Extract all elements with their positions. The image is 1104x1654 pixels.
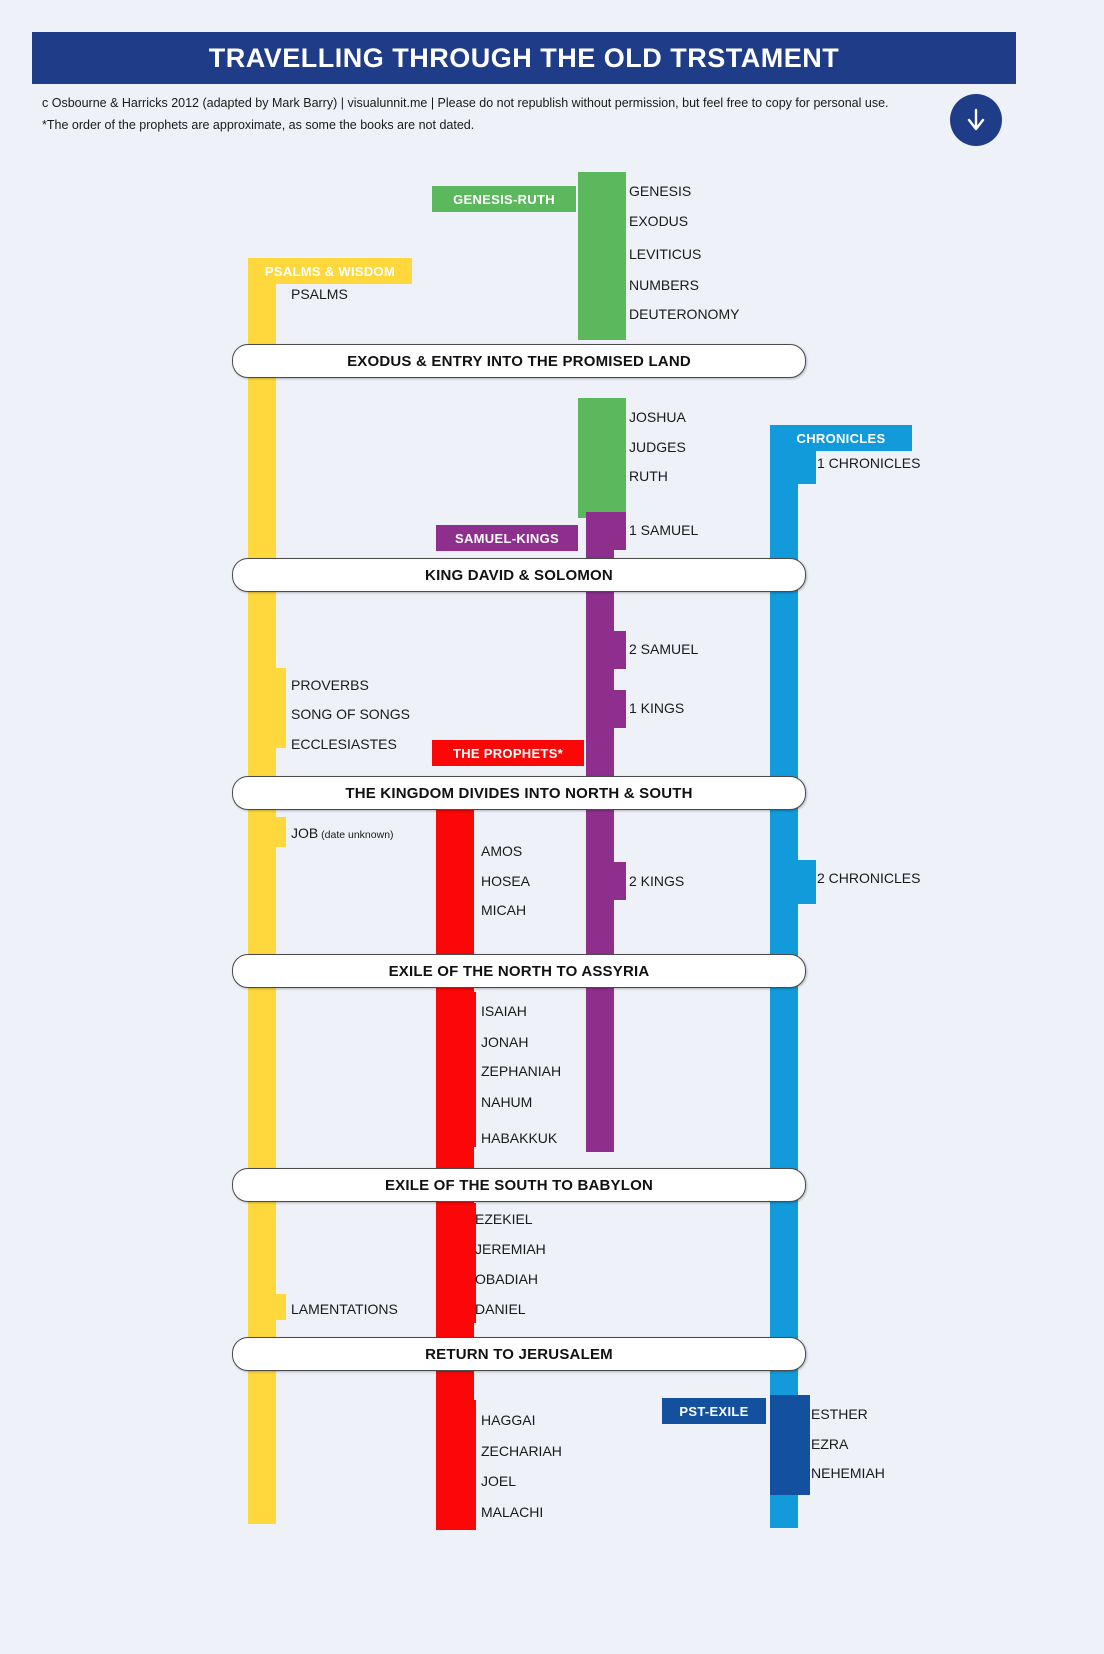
book-name: MALACHI	[481, 1504, 544, 1520]
book-name: ZEPHANIAH	[481, 1063, 562, 1079]
book-name: LEVITICUS	[629, 246, 702, 262]
category-pill[interactable]	[770, 425, 912, 451]
event-capsule[interactable]	[232, 1337, 806, 1371]
credit-line-1: c Osbourne & Harricks 2012 (adapted by Mark Barry) | visualunnit.me | Please do not republish without permission, but feel free to copy for personal use.	[42, 96, 889, 110]
book-label	[481, 1443, 562, 1459]
category-pill[interactable]	[432, 740, 584, 766]
event-capsule[interactable]	[232, 954, 806, 988]
book-name: ISAIAH	[481, 1003, 527, 1019]
prophets-stub-1	[436, 815, 474, 920]
book-name: DEUTERONOMY	[629, 306, 740, 322]
event-label: EXILE OF THE NORTH TO ASSYRIA	[388, 962, 650, 980]
book-name: RUTH	[629, 468, 668, 484]
book-label	[481, 1034, 528, 1050]
book-name: PSALMS	[291, 286, 348, 302]
book-label	[817, 870, 920, 886]
book-label	[629, 183, 691, 199]
book-label	[481, 1412, 535, 1428]
book-label	[629, 873, 684, 889]
category-label: PSALMS & WISDOM	[264, 263, 396, 279]
page-title	[32, 32, 1016, 84]
book-label	[629, 213, 688, 229]
book-label	[629, 522, 698, 538]
book-name: JOEL	[481, 1473, 517, 1489]
book-name: OBADIAH	[475, 1271, 539, 1287]
book-label	[291, 736, 397, 752]
book-label	[629, 700, 684, 716]
book-label	[481, 1094, 532, 1110]
book-label	[291, 825, 394, 841]
book-name: MICAH	[481, 902, 527, 918]
book-label	[481, 1003, 527, 1019]
book-label	[629, 641, 698, 657]
book-name: NUMBERS	[629, 277, 700, 293]
category-pill[interactable]	[432, 186, 576, 212]
book-label	[811, 1436, 848, 1452]
book-label	[481, 843, 522, 859]
pentateuch-bar	[578, 172, 626, 340]
book-label	[291, 1301, 398, 1317]
book-label	[817, 455, 920, 471]
book-name: ESTHER	[811, 1406, 868, 1422]
book-name: HOSEA	[481, 873, 531, 889]
book-note: (date unknown)	[318, 829, 394, 841]
category-label: PST-EXILE	[679, 1403, 749, 1419]
book-name: 1 SAMUEL	[629, 522, 699, 538]
book-label	[475, 1271, 538, 1287]
book-label	[475, 1241, 546, 1257]
book-label	[481, 873, 530, 889]
category-label: CHRONICLES	[796, 430, 886, 446]
book-label	[291, 286, 348, 302]
book-name: HAGGAI	[481, 1412, 536, 1428]
book-label	[481, 1504, 543, 1520]
category-pill[interactable]	[248, 258, 412, 284]
prophets-stub-4	[436, 1400, 476, 1530]
page-title-text: TRAVELLING THROUGH THE OLD TRSTAMENT	[208, 42, 840, 73]
event-label: EXILE OF THE SOUTH TO BABYLON	[384, 1176, 654, 1194]
credit-line-2: *The order of the prophets are approximate, as some the books are not dated.	[42, 118, 475, 132]
book-name: 1 KINGS	[629, 700, 685, 716]
book-name: AMOS	[481, 843, 523, 859]
book-label	[481, 1473, 516, 1489]
book-label	[481, 1063, 561, 1079]
event-capsule[interactable]	[232, 344, 806, 378]
book-name: DANIEL	[475, 1301, 526, 1317]
book-name: NAHUM	[481, 1094, 533, 1110]
event-label: RETURN TO JERUSALEM	[425, 1345, 613, 1363]
book-label	[629, 439, 686, 455]
category-pill[interactable]	[662, 1398, 766, 1424]
book-name: EZRA	[811, 1436, 849, 1452]
book-label	[481, 902, 526, 918]
category-label: THE PROPHETS*	[452, 745, 564, 761]
book-name: 2 CHRONICLES	[817, 870, 921, 886]
book-name: JOB	[291, 825, 319, 841]
book-name: EZEKIEL	[475, 1211, 533, 1227]
book-label	[475, 1301, 526, 1317]
book-name: GENESIS	[629, 183, 692, 199]
post-exile-bar	[770, 1395, 810, 1495]
book-name: 1 CHRONICLES	[817, 455, 921, 471]
book-name: 2 KINGS	[629, 873, 685, 889]
category-label: GENESIS-RUTH	[453, 191, 555, 207]
book-name: JEREMIAH	[475, 1241, 546, 1257]
book-name: LAMENTATIONS	[291, 1301, 398, 1317]
book-label	[811, 1465, 885, 1481]
book-label	[481, 1130, 557, 1146]
event-capsule[interactable]	[232, 1168, 806, 1202]
book-label	[629, 277, 699, 293]
wisdom-proverbs-stub	[264, 668, 286, 748]
kings-2-stub	[586, 862, 626, 900]
event-label: EXODUS & ENTRY INTO THE PROMISED LAND	[347, 352, 691, 370]
book-label	[629, 306, 739, 322]
category-label: SAMUEL-KINGS	[455, 530, 559, 546]
chronicles-2-stub	[770, 860, 816, 904]
book-label	[629, 409, 686, 425]
book-name: JUDGES	[629, 439, 686, 455]
book-label	[475, 1211, 533, 1227]
book-name: HABAKKUK	[481, 1130, 558, 1146]
kings-1-stub	[586, 690, 626, 728]
book-name: 2 SAMUEL	[629, 641, 699, 657]
event-capsule[interactable]	[232, 558, 806, 592]
book-name: JONAH	[481, 1034, 529, 1050]
book-name: SONG OF SONGS	[291, 706, 411, 722]
down-arrow-circle-icon	[950, 94, 1002, 146]
book-name: NEHEMIAH	[811, 1465, 885, 1481]
book-name: PROVERBS	[291, 677, 369, 693]
book-name: JOSHUA	[629, 409, 686, 425]
book-label	[811, 1406, 868, 1422]
book-label	[291, 706, 410, 722]
joshua-ruth-bar	[578, 398, 626, 518]
book-name: ZECHARIAH	[481, 1443, 562, 1459]
book-label	[291, 677, 369, 693]
wisdom-lamentations-stub	[264, 1294, 286, 1320]
event-capsule[interactable]	[232, 776, 806, 810]
samuel-kings-bar	[586, 512, 614, 1152]
event-label: THE KINGDOM DIVIDES INTO NORTH & SOUTH	[345, 784, 693, 802]
category-pill[interactable]	[436, 525, 578, 551]
prophets-stub-3	[436, 1203, 476, 1323]
wisdom-job-stub	[264, 817, 286, 847]
book-name: ECCLESIASTES	[291, 736, 397, 752]
book-name: EXODUS	[629, 213, 689, 229]
book-label	[629, 246, 701, 262]
prophets-stub-2	[436, 992, 476, 1147]
event-label: KING DAVID & SOLOMON	[425, 566, 613, 584]
samuel-2-stub	[586, 631, 626, 669]
book-label	[629, 468, 668, 484]
